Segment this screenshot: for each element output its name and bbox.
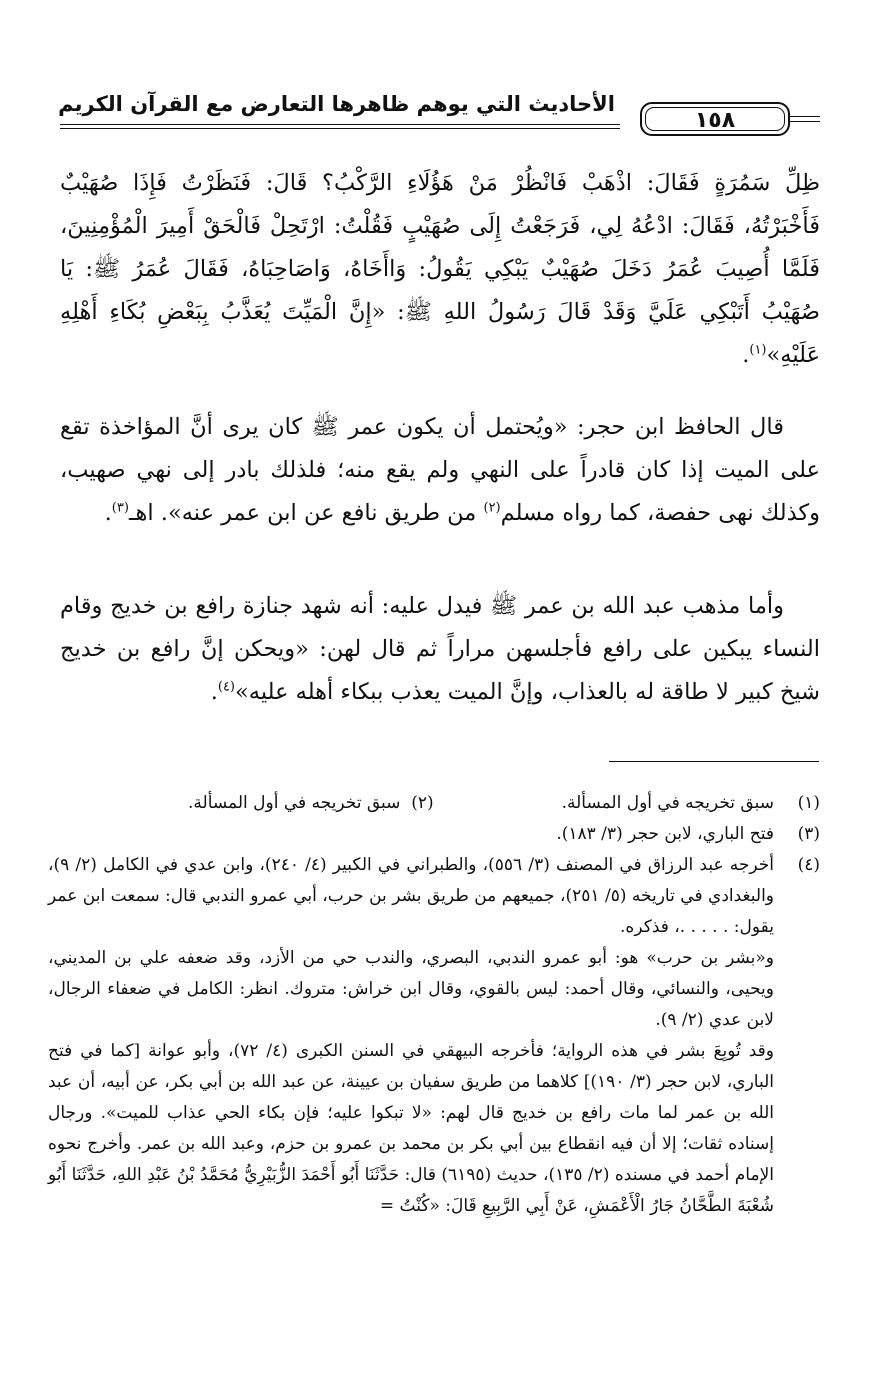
footnote-ref-1[interactable]: (١) [749,342,767,358]
footnote-4-cont-1: و«بشر بن حرب» هو: أبو عمرو الندبي، البصري، والندب حي من الأزد، وقد ضعفه علي بن المديني، ويحيى، والنسائي، وقال أحمد: ليس بالقوي، وقال ابن خراش: متروك. انظر: الكامل في ضعفاء الرجال، لابن عدي (٢/ ٩). [48,948,774,1030]
page-header [60,88,820,148]
footnote-row-1-2 [48,788,820,819]
footnote-number: (١) [797,793,820,813]
paragraph-text: وأما مذهب عبد الله بن عمر ﷺ فيدل عليه: أنه شهد جنازة رافع بن خديج وقام النساء يبكين على رافع فأجلسهن مراراً ثم قال لهن: «ويحكن إنَّ رافع بن خديج شيخ كبير لا طاقة له بالعذاب، وإنَّ الميت يعذب ببكاء أهله عليه» [60,593,820,705]
footnote-4-cont-2: وقد تُوبِعَ بشر في هذه الرواية؛ فأخرجه البيهقي في السنن الكبرى (٤/ ٧٢)، وأبو عوانة [كما في فتح الباري، لابن حجر (٣/ ١٩٠)] كلاهما من طريق سفيان بن عيينة، عن عبد الله بن أبي بكر، عن أبيه، أن عبد الله بن عمر لما مات رافع بن خديج قال لهم: «لا تبكوا عليه؛ فإن بكاء الحي عذاب للميت». ورجال إسناده ثقات؛ إلا أن فيه انقطاع بين أبي بكر بن محمد بن عمرو بن حزم، وعبد الله بن عمر. وأخرج نحوه الإمام أحمد في مسنده (٢/ ١٣٥)، حديث (٦١٩٥) قال: حَدَّثَنَا أَبُو أَحْمَدَ الزُّبَيْرِيُّ مُحَمَّدُ بْنُ عَبْدِ اللهِ، حَدَّثَنَا أَبُو شُعْبَةَ الطَّحَّانُ جَارُ الْأَعْمَشِ، عَنْ أَبِي الرَّبِيعِ قَالَ: «كُنْتُ = [48,1041,774,1216]
footnote-ref-2[interactable]: (٢) [483,500,501,516]
hadith-text: ظِلِّ سَمُرَةٍ فَقَالَ: اذْهَبْ فَانْظُرْ مَنْ هَؤُلَاءِ الرَّكْبُ؟ قَالَ: فَنَظَرْتُ فَإِذَا صُهَيْبٌ فَأَخْبَرْتُهُ، فَقَالَ: ادْعُهُ لِي، فَرَجَعْتُ إِلَى صُهَيْبٍ فَقُلْتُ: ارْتَحِلْ فَالْحَقْ أَمِيرَ الْمُؤْمِنِينَ، فَلَمَّا أُصِيبَ عُمَرُ دَخَلَ صُهَيْبٌ يَبْكِي يَقُولُ: وَاأَخَاهُ، وَاصَاحِبَاهُ، فَقَالَ عُمَرُ ﷺ: يَا صُهَيْبُ أَتَبْكِي عَلَيَّ وَقَدْ قَالَ رَسُولُ اللهِ ﷺ: «إِنَّ الْمَيِّتَ يُعَذَّبُ بِبَعْضِ بُكَاءِ أَهْلِهِ عَلَيْهِ» [60,170,820,368]
paragraph-text-cont: من طريق نافع عن ابن عمر عنه». اهـ [128,500,484,526]
footnote-ref-3[interactable]: (٣) [111,500,129,516]
paragraph-ibn-umar: وأما مذهب عبد الله بن عمر ﷺ فيدل عليه: أنه شهد جنازة رافع بن خديج وقام النساء يبكين على رافع فأجلسهن مراراً ثم قال لهن: «ويحكن إنَّ رافع بن خديج شيخ كبير لا طاقة له بالعذاب، وإنَّ الميت يعذب ببكاء أهله عليه»$^{(٤)}$. [60,593,820,705]
footnotes-section [48,788,820,1222]
footnote-text: فتح الباري، لابن حجر (٣/ ١٨٣). [556,824,774,844]
footnote-3 [48,819,820,850]
page-number-frame [640,102,790,136]
paragraph-ibn-hajar: قال الحافظ ابن حجر: «ويُحتمل أن يكون عمر ﷺ كان يرى أنَّ المؤاخذة تقع على الميت إذا كان قادراً على النهي ولم يقع منه؛ فلذلك بادر إلى نهي صهيب، وكذلك نهى حفصة، كما رواه مسلم$^{(٢)}$ من طريق نافع عن ابن عمر عنه». اهـ$^{(٣)}$. [60,414,820,526]
footnote-text: سبق تخريجه في أول المسألة. [188,793,401,813]
page-number: ١٥٨ [694,108,736,133]
header-rule-double [60,128,620,129]
footnote-4 [48,850,820,943]
footnote-separator [609,761,819,762]
footnote-2 [188,788,434,819]
footnote-number: (٣) [797,824,820,844]
hadith-block: ظِلِّ سَمُرَةٍ فَقَالَ: اذْهَبْ فَانْظُرْ مَنْ هَؤُلَاءِ الرَّكْبُ؟ قَالَ: فَنَظَرْتُ فَإِذَا صُهَيْبٌ فَأَخْبَرْتُهُ، فَقَالَ: ادْعُهُ لِي، فَرَجَعْتُ إِلَى صُهَيْبٍ فَقُلْتُ: ارْتَحِلْ فَالْحَقْ أَمِيرَ الْمُؤْمِنِينَ، فَلَمَّا أُصِيبَ عُمَرُ دَخَلَ صُهَيْبٌ يَبْكِي يَقُولُ: وَاأَخَاهُ، وَاصَاحِبَاهُ، فَقَالَ عُمَرُ ﷺ: يَا صُهَيْبُ أَتَبْكِي عَلَيَّ وَقَدْ قَالَ رَسُولُ اللهِ ﷺ: «إِنَّ الْمَيِّتَ يُعَذَّبُ بِبَعْضِ بُكَاءِ أَهْلِهِ عَلَيْهِ»$^{(١)}$. [60,170,820,368]
footnote-number: (٤) [797,855,820,875]
footnote-text: سبق تخريجه في أول المسألة. [561,793,774,813]
header-ornament [790,116,820,126]
footnote-ref-4[interactable]: (٤) [217,679,235,695]
running-title: الأحاديث التي يوهم ظاهرها التعارض مع القرآن الكريم [58,92,615,116]
paragraph-text: قال الحافظ ابن حجر: «ويُحتمل أن يكون عمر ﷺ كان يرى أنَّ المؤاخذة تقع على الميت إذا كان قادراً على النهي ولم يقع منه؛ فلذلك بادر إلى نهي صهيب، وكذلك نهى حفصة، كما رواه مسلم [60,414,820,526]
footnote-number: (٢) [411,793,434,813]
header-rule [60,124,620,125]
footnote-text: أخرجه عبد الرزاق في المصنف (٣/ ٥٥٦)، والطبراني في الكبير (٤/ ٢٤٠)، وابن عدي في الكامل (٢/ ٩)، والبغدادي في تاريخه (٥/ ٢٥١)، جميعهم من طريق بشر بن حرب، أبي عمرو الندبي قال: سمعت ابن عمر يقول: . . . . .، فذكره. [48,855,775,937]
